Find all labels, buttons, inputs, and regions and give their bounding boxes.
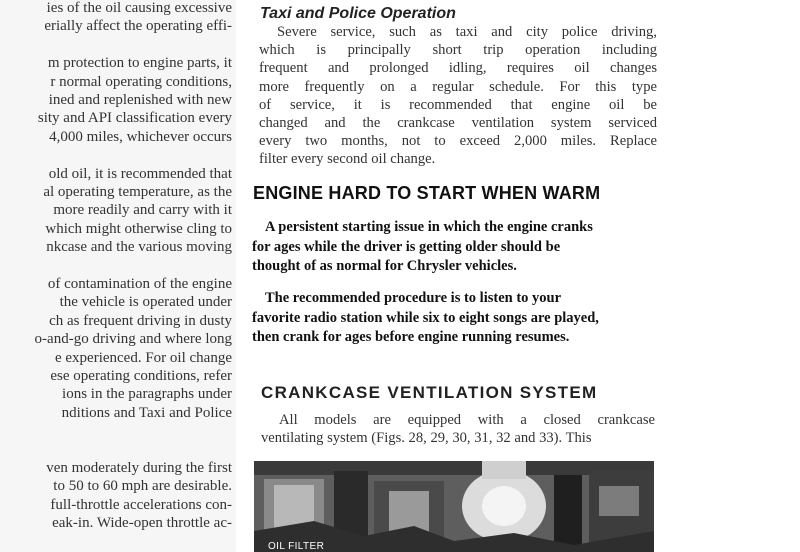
left-column-line: the vehicle is operated under [59, 294, 232, 311]
left-column-line: o-and-go driving and where long [34, 331, 232, 348]
left-column-line: nkcase and the various moving [46, 239, 232, 256]
left-column-line: to 50 to 60 mph are desirable. [53, 478, 232, 495]
crankcase-paragraph [261, 411, 655, 447]
crankcase-heading: CRANKCASE VENTILATION SYSTEM [261, 383, 598, 402]
left-column-line: ch as frequent driving in dusty [49, 312, 232, 329]
edited-text-box [252, 180, 660, 352]
text-line: then crank for ages before engine running resumes. [252, 329, 570, 345]
text-line: which is principally short trip operation including [259, 42, 657, 59]
text-line: thought of as normal for Chrysler vehicles. [252, 258, 517, 274]
engine-photo-illustration [254, 461, 654, 552]
left-column-line: nditions and Taxi and Police [61, 404, 232, 421]
text-line: All models are equipped with a closed crankcase [279, 412, 655, 428]
left-column-line: al operating temperature, as the [43, 184, 232, 200]
left-column-text [0, 0, 236, 552]
right-column [252, 0, 660, 552]
text-line: frequent and prolonged idling, requires oil changes [259, 60, 657, 77]
left-column-line: ions in the paragraphs under [62, 386, 232, 403]
left-column-line: old oil, it is recommended that [48, 165, 232, 182]
left-column-line: which might otherwise cling to [45, 220, 232, 237]
oil-filter-label: OIL FILTER [268, 541, 325, 552]
text-line: changed and the crankcase ventilation system serviced [259, 115, 657, 132]
text-line: favorite radio station while six to eight songs are played, [252, 309, 599, 326]
left-column-line: erially affect the operating effi- [44, 18, 232, 35]
left-column-line: ese operating conditions, refer [50, 368, 232, 384]
text-line: A persistent starting issue in which the engine cranks [265, 219, 593, 235]
text-line: ventilating system (Figs. 28, 29, 30, 31, 32 and 33). This [261, 430, 592, 447]
text-line: for ages while the driver is getting older should be [252, 238, 561, 255]
text-line: The recommended procedure is to listen to your [265, 290, 562, 306]
engine-hard-to-start-heading: ENGINE HARD TO START WHEN WARM [253, 183, 601, 203]
left-column-line: 4,000 miles, whichever occurs [49, 128, 232, 145]
text-line: every two months, not to exceed 2,000 miles. Replace [259, 133, 657, 150]
left-column-line: ies of the oil causing excessive [46, 0, 232, 16]
left-column-line: eak-in. Wide-open throttle ac- [52, 515, 232, 532]
text-line: filter every second oil change. [259, 151, 436, 168]
left-column-line: full-throttle accelerations con- [50, 496, 232, 513]
overlay-paragraph-2 [252, 289, 599, 348]
text-line: more frequently on a regular schedule. For this type [259, 78, 657, 95]
left-column-line: ined and replenished with new [48, 92, 232, 108]
engine-photo [254, 461, 654, 552]
overlay-paragraph-1 [252, 218, 593, 277]
left-column-line: e experienced. For oil change [54, 349, 232, 366]
text-line: of service, it is recommended that engine oil be [259, 96, 657, 113]
left-column-line: r normal operating conditions, [50, 73, 232, 90]
left-column-line: more readily and carry with it [53, 202, 232, 219]
left-column-line: of contamination of the engine [47, 276, 232, 292]
text-line: Severe service, such as taxi and city police driving, [277, 24, 657, 40]
left-column-line: ven moderately during the first [46, 460, 232, 476]
taxi-police-paragraph [259, 23, 657, 169]
left-column-line: sity and API classification every [37, 110, 232, 127]
taxi-police-heading: Taxi and Police Operation [260, 5, 456, 22]
left-column-line: m protection to engine parts, it [47, 55, 232, 72]
